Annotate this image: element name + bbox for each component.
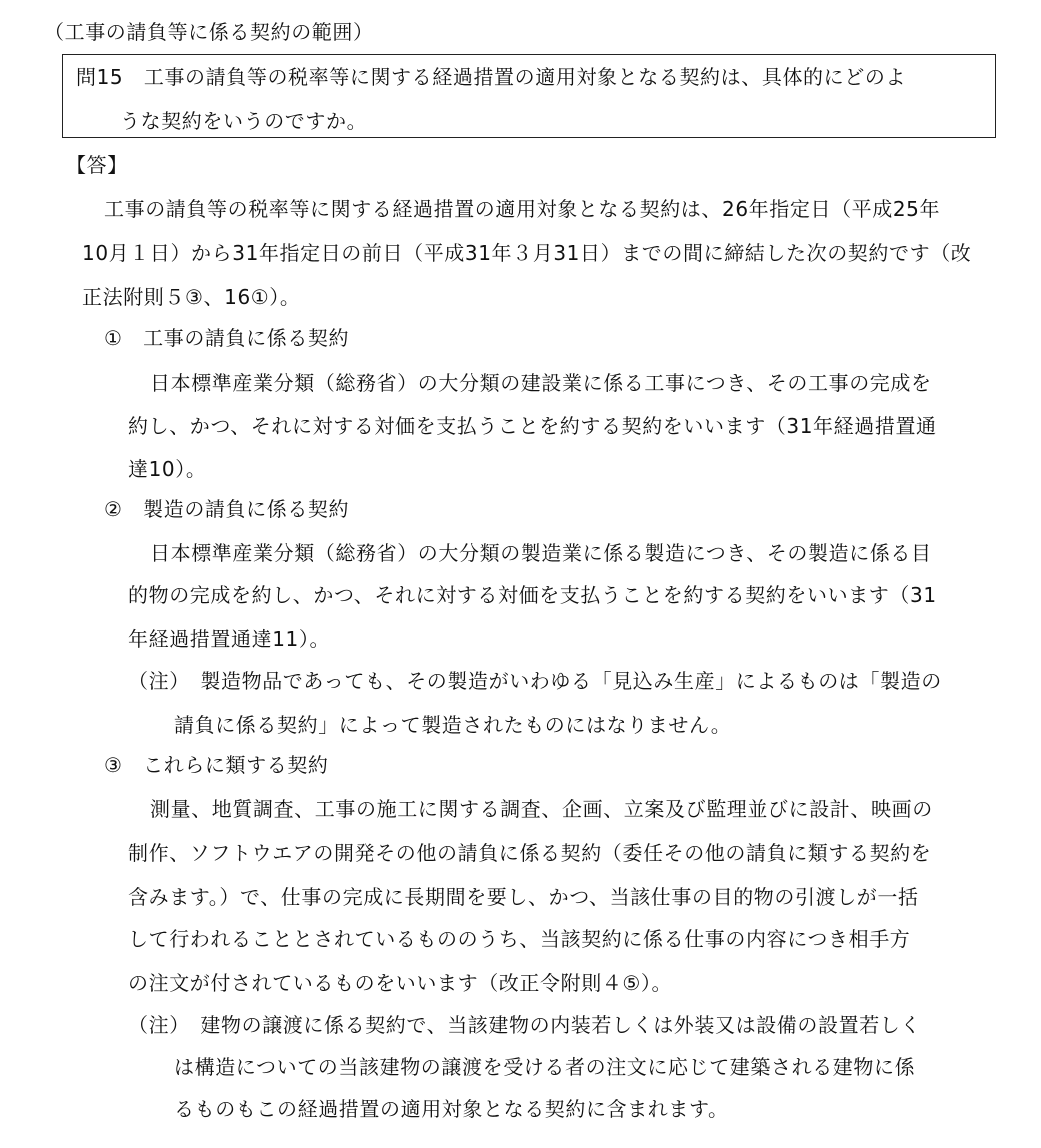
item-3-note-line-3: るものもこの経過措置の適用対象となる契約に含まれます。 bbox=[174, 1097, 729, 1121]
item-1-heading: ① 工事の請負に係る契約 bbox=[104, 326, 350, 350]
question-line-2: うな契約をいうのですか。 bbox=[120, 109, 368, 133]
item-1-body-line-1: 日本標準産業分類（総務省）の大分類の建設業に係る工事につき、その工事の完成を bbox=[150, 371, 932, 395]
item-3-heading: ③ これらに類する契約 bbox=[104, 753, 329, 777]
item-2-note-line-2: 請負に係る契約」によって製造されたものにはなりません。 bbox=[174, 713, 732, 737]
intro-line-1: 工事の請負等の税率等に関する経過措置の適用対象となる契約は、26年指定日（平成25年 bbox=[104, 197, 941, 221]
intro-line-2: 10月１日）から31年指定日の前日（平成31年３月31日）までの間に締結した次の契約です（改 bbox=[82, 241, 972, 265]
section-heading: （工事の請負等に係る契約の範囲） bbox=[44, 20, 374, 44]
item-3-note-line-1: （注） 建物の譲渡に係る契約で、当該建物の内装若しくは外装又は設備の設置若しく bbox=[128, 1013, 921, 1037]
item-3-note-line-2: は構造についての当該建物の譲渡を受ける者の注文に応じて建築される建物に係 bbox=[174, 1055, 916, 1079]
item-2-note-line-1: （注） 製造物品であっても、その製造がいわゆる「見込み生産」によるものは「製造の bbox=[128, 669, 942, 693]
item-1-body-line-2: 約し、かつ、それに対する対価を支払うことを約する契約をいいます（31年経過措置通 bbox=[128, 414, 937, 438]
item-3-body-line-1: 測量、地質調査、工事の施工に関する調査、企画、立案及び監理並びに設計、映画の bbox=[150, 797, 933, 821]
item-1-body-line-3: 達10）。 bbox=[128, 457, 207, 481]
item-3-body-line-3: 含みます。）で、仕事の完成に長期間を要し、かつ、当該仕事の目的物の引渡しが一括 bbox=[128, 885, 919, 909]
intro-line-3: 正法附則５③、16①）。 bbox=[82, 285, 301, 309]
item-3-body-line-4: して行われることとされているもののうち、当該契約に係る仕事の内容につき相手方 bbox=[128, 927, 911, 951]
answer-label: 【答】 bbox=[66, 153, 128, 177]
item-2-heading: ② 製造の請負に係る契約 bbox=[104, 497, 350, 521]
item-2-body-line-3: 年経過措置通達11）。 bbox=[128, 627, 331, 651]
item-2-body-line-2: 的物の完成を約し、かつ、それに対する対価を支払うことを約する契約をいいます（31 bbox=[128, 583, 937, 607]
item-2-body-line-1: 日本標準産業分類（総務省）の大分類の製造業に係る製造につき、その製造に係る目 bbox=[150, 541, 932, 565]
item-3-body-line-5: の注文が付されているものをいいます（改正令附則４⑤）。 bbox=[128, 971, 673, 995]
question-line-1: 問15 工事の請負等の税率等に関する経過措置の適用対象となる契約は、具体的にどのよ bbox=[76, 65, 907, 89]
item-3-body-line-2: 制作、ソフトウエアの開発その他の請負に係る契約（委任その他の請負に類する契約を bbox=[128, 841, 932, 865]
